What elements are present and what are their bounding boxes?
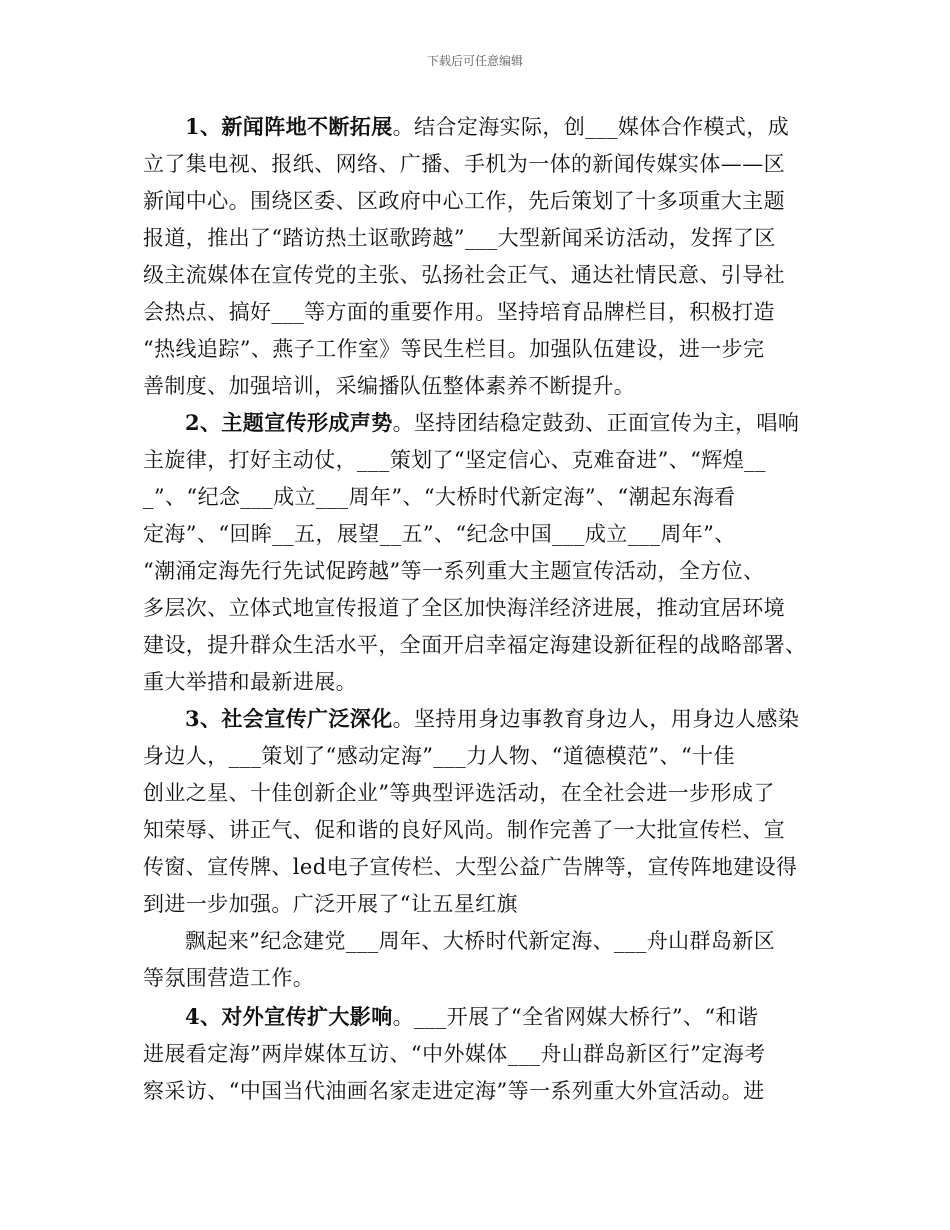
paragraph-2-line-7: 建设，提升群众生活水平，全面开启幸福定海建设新征程的战略部署、 <box>143 633 807 657</box>
paragraph-3-line-7: 飘起来”纪念建党___周年、大桥时代新定海、___舟山群岛新区 <box>185 929 776 953</box>
paragraph-3-line-6: 到进一步加强。广泛开展了“让五星红旗 <box>143 892 518 916</box>
paragraph-1-line-7: “热线追踪”、燕子工作室》等民生栏目。加强队伍建设，进一步完 <box>143 337 765 361</box>
paragraph-3-line-4: 知荣辱、讲正气、促和谐的良好风尚。制作完善了一大批宣传栏、宣 <box>143 818 785 842</box>
paragraph-1-line-8: 善制度、加强培训，采编播队伍整体素养不断提升。 <box>143 374 636 398</box>
paragraph-4-line-1: 4、对外宣传扩大影响。___开展了“全省网媒大桥行”、“和谐 <box>185 1004 759 1029</box>
paragraph-3-line-3: 创业之星、十佳创新企业”等典型评选活动，在全社会进一步形成了 <box>143 781 775 805</box>
paragraph-2-line-4: 定海”、“回眸__五，展望__五”、“纪念中国___成立___周年”、 <box>143 522 736 546</box>
heading-3: 3、社会宣传广泛深化 <box>185 706 393 731</box>
paragraph-2-line-2: 主旋律，打好主动仗，___策划了“坚定信心、克难奋进”、“辉煌__ <box>143 448 766 472</box>
paragraph-3-line-8: 等氛围营造工作。 <box>143 966 315 990</box>
paragraph-2-line-3: _”、“纪念___成立___周年”、“大桥时代新定海”、“潮起东海看 <box>143 485 736 509</box>
heading-2: 2、主题宣传形成声势 <box>185 410 393 435</box>
paragraph-1-line-4: 报道，推出了“踏访热土讴歌跨越”___大型新闻采访活动，发挥了区 <box>143 226 776 250</box>
paragraph-2-line-8: 重大举措和最新进展。 <box>143 670 357 694</box>
heading-1: 1、新闻阵地不断拓展 <box>185 114 393 139</box>
paragraph-4-line-3: 察采访、“中国当代油画名家走进定海”等一系列重大外宣活动。进 <box>143 1079 765 1103</box>
paragraph-3-line-1: 3、社会宣传广泛深化。坚持用身边事教育身边人，用身边人感染 <box>185 706 800 731</box>
paragraph-2-line-6: 多层次、立体式地宣传报道了全区加快海洋经济进展，推动宜居环境 <box>143 596 785 620</box>
paragraph-1-line-2: 立了集电视、报纸、网络、广播、手机为一体的新闻传媒实体——区 <box>143 152 785 176</box>
paragraph-2-line-5: “潮涌定海先行先试促跨越”等一系列重大主题宣传活动，全方位、 <box>143 559 765 583</box>
paragraph-2-line-1: 2、主题宣传形成声势。坚持团结稳定鼓劲、正面宣传为主，唱响 <box>185 410 800 435</box>
paragraph-1-line-5: 级主流媒体在宣传党的主张、弘扬社会正气、通达社情民意、引导社 <box>143 263 785 287</box>
heading-4: 4、对外宣传扩大影响 <box>185 1004 393 1029</box>
paragraph-1-line-1: 1、新闻阵地不断拓展。结合定海实际，创___媒体合作模式，成 <box>185 114 790 139</box>
paragraph-3-line-2: 身边人，___策划了“感动定海”___力人物、“道德模范”、“十佳 <box>143 744 735 768</box>
paragraph-4-line-2: 进展看定海”两岸媒体互访、“中外媒体___舟山群岛新区行”定海考 <box>143 1042 766 1066</box>
paragraph-1-line-6: 会热点、搞好___等方面的重要作用。坚持培育品牌栏目，积极打造 <box>143 300 775 324</box>
paragraph-1-line-3: 新闻中心。围绕区委、区政府中心工作，先后策划了十多项重大主题 <box>143 189 785 213</box>
page-header: 下载后可任意编辑 <box>426 54 523 68</box>
paragraph-3-line-5: 传窗、宣传牌、led电子宣传栏、大型公益广告牌等，宣传阵地建设得 <box>143 855 798 879</box>
